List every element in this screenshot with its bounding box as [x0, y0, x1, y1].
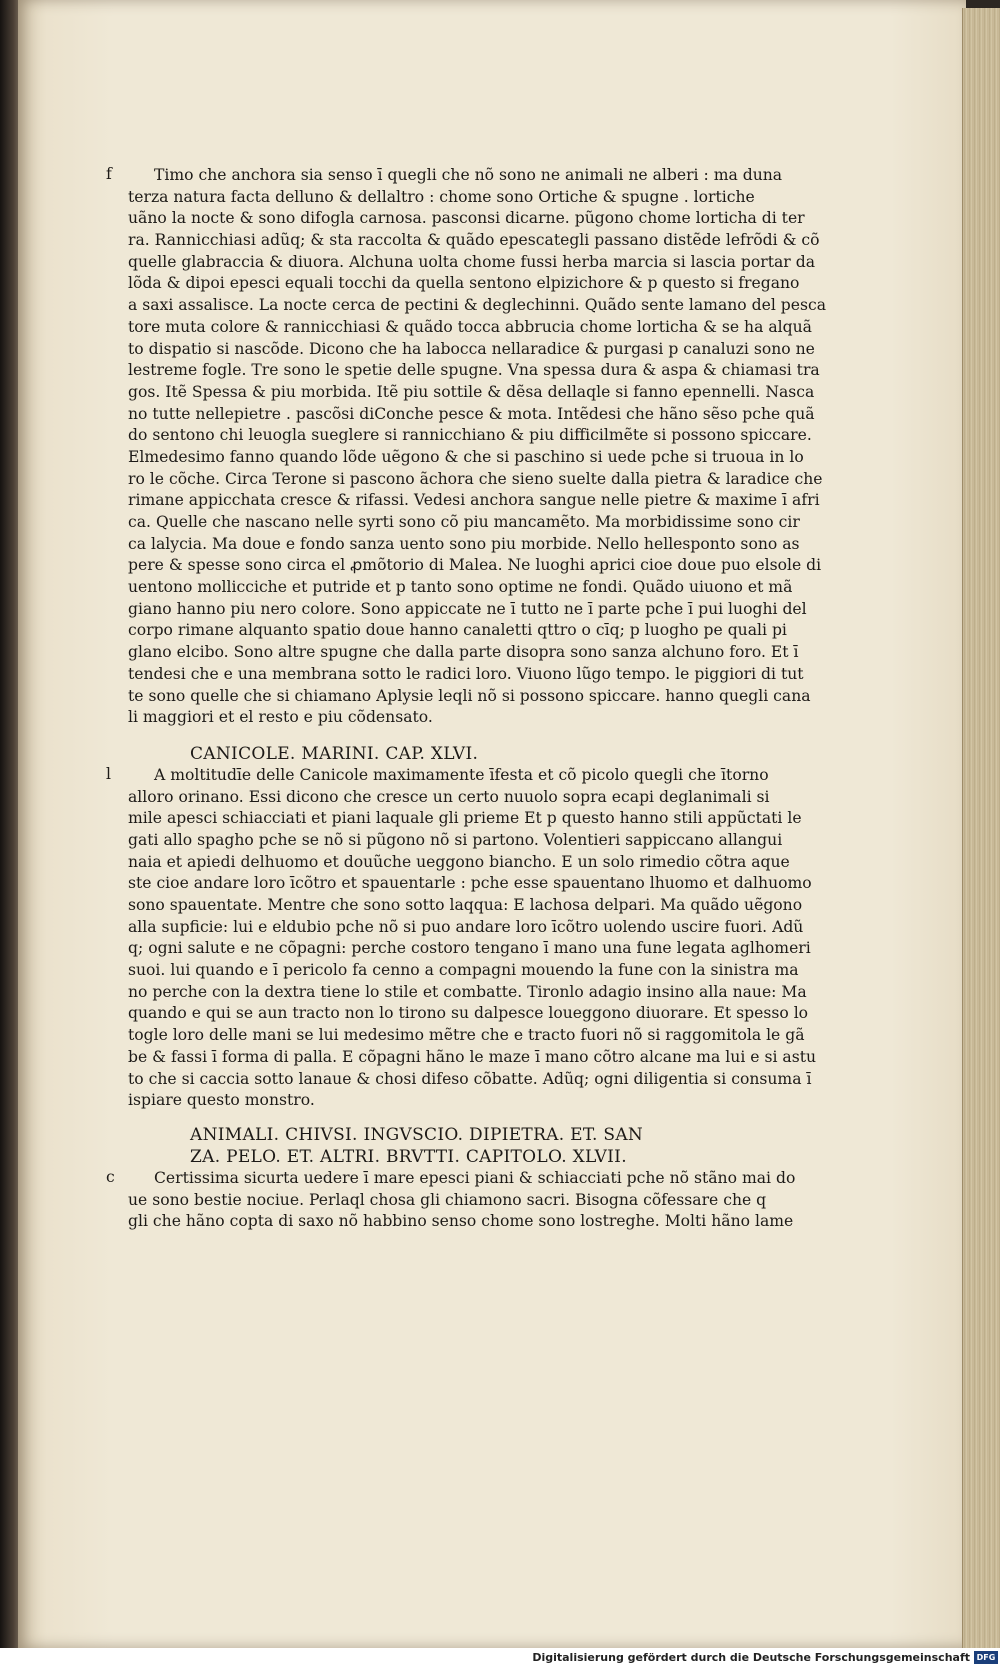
text-line: tore muta colore & rannicchiasi & quãdo tocca abbrucia chome lorticha & se ha alquã: [128, 317, 812, 336]
book-page: [18, 0, 966, 1648]
text-line: alloro orinano. Essi dicono che cresce un certo nuuolo sopra ecapi deglanimali si: [128, 787, 770, 806]
text-line: pere & spesse sono circa el ꝓmõtorio di Malea. Ne luoghi aprici cioe doue puo elsole di: [128, 556, 822, 575]
spacer: [128, 729, 738, 743]
text-line: sono spauentate. Mentre che sono sotto laqqua: E lachosa delpari. Ma quãdo uẽgono: [128, 896, 803, 914]
text-line: mile apesci schiacciati et piani laquale gli prieme Et p questo hanno stili appũctati le: [128, 809, 802, 828]
text-line: to che si caccia sotto lanaue & chosi difeso cõbatte. Adũq; ogni diligentia si consuma ī: [128, 1069, 812, 1088]
text-line: Certissima sicurta uedere ī mare epesci piani & schiacciati pche nõ stãno mai do: [154, 1168, 796, 1187]
text-line: no tutte nellepietre . pascõsi diConche pesce & mota. Intẽdesi che hãno sẽso pche quã: [128, 404, 815, 423]
footer-credit: Digitalisierung gefördert durch die Deutsche Forschungsgemeinschaft: [532, 1651, 970, 1664]
text-line: giano hanno piu nero colore. Sono appiccate ne ī tutto ne ī parte pche ī pui luoghi del: [128, 599, 807, 618]
text-line: gati allo spagho pche se nõ si pũgono nõ si partono. Volentieri sappiccano allangui: [128, 830, 783, 849]
text-line: terza natura facta delluno & dellaltro : chome sono Ortiche & spugne . lortiche: [128, 187, 755, 206]
section-lines: [128, 1168, 796, 1233]
text-line: no perche con la dextra tiene lo stile et combatte. Tironlo adagio insino alla naue: Ma: [128, 982, 807, 1001]
footer-bar: [0, 1648, 1000, 1668]
text-line: ro le cõche. Circa Terone si pascono ãchora che sieno suelte dalla pietra & laradice che: [128, 469, 823, 488]
text-line: Elmedesimo fanno quando lõde uẽgono & che si paschino si uede pche si truoua in lo: [128, 447, 804, 466]
page-text-block: [106, 165, 827, 1233]
text-line: ca lalycia. Ma doue e fondo sanza uento sono piu morbide. Nello hellesponto sono as: [128, 534, 800, 553]
text-line: corpo rimane alquanto spatio doue hanno canaletti qttro o cīq; p luogho pe quali pi: [128, 621, 787, 640]
text-line: rimane appicchata cresce & rifassi. Vedesi anchora sangue nelle pietre & maxime ī afri: [128, 491, 820, 510]
dfg-logo: DFG: [974, 1651, 998, 1664]
text-line: to dispatio si nascõde. Dicono che ha labocca nellaradice & purgasi p canaluzi sono ne: [128, 339, 815, 358]
guide-letter: f: [106, 165, 112, 183]
chapter-heading: ANIMALI. CHIVSI. INGVSCIO. DIPIETRA. ET. SAN: [190, 1124, 644, 1145]
text-line: quelle glabraccia & diuora. Alchuna uolta chome fussi herba marcia si lascia portar da: [128, 252, 815, 271]
section-lines: [128, 165, 827, 729]
text-line: te sono quelle che si chiamano Aplysie leqli nõ si possono spiccare. hanno quegli cana: [128, 686, 811, 705]
book-page-stack-edge: [962, 8, 1000, 1648]
section-animali: [106, 1167, 796, 1233]
chapter-heading: CANICOLE. MARINI. CAP. XLVI.: [190, 743, 479, 764]
text-line: A moltitudīe delle Canicole maximamente īfesta et cõ picolo quegli che ītorno: [154, 765, 769, 784]
text-line: ue sono bestie nociue. Perlaql chosa gli chiamono sacri. Bisogna cõfessare che q: [128, 1190, 767, 1209]
text-line: ste cioe andare loro īcõtro et spauentarle : pche esse spauentano lhuomo et dalhuomo: [128, 874, 812, 893]
text-line: quando e qui se aun tracto non lo tirono su dalpesce loueggono diuorare. Et spesso lo: [128, 1004, 809, 1023]
text-line: a saxi assalisce. La nocte cerca de pectini & deglechinni. Quãdo sente lamano del pesca: [128, 296, 827, 315]
text-line: ra. Rannicchiasi adũq; & sta raccolta & quãdo epescategli passano distẽde lefrõdi & cõ: [128, 231, 820, 250]
text-line: li maggiori et el resto e piu cõdensato.: [128, 708, 433, 727]
section-lines: [128, 765, 817, 1112]
text-line: Timo che anchora sia senso ī quegli che nõ sono ne animali ne alberi : ma duna: [154, 166, 783, 184]
chapter-heading: ZA. PELO. ET. ALTRI. BRVTTI. CAPITOLO. XLVII.: [190, 1146, 627, 1167]
text-line: ispiare questo monstro.: [128, 1091, 315, 1110]
text-line: do sentono chi leuogla sueglere si rannicchiano & piu difficilmẽte si possono spiccare.: [128, 426, 812, 445]
guide-letter: c: [106, 1167, 115, 1186]
text-line: be & fassi ī forma di palla. E cõpagni hãno le maze ī mano cõtro alcane ma lui e si astu: [128, 1047, 817, 1066]
spacer: [128, 1112, 738, 1124]
section-canicole: [106, 764, 817, 1112]
text-line: alla supficie: lui e eldubio pche nõ si puo andare loro īcõtro uolendo uscire fuori. Adũ: [128, 917, 804, 936]
text-line: glano elcibo. Sono altre spugne che dalla parte disopra sono sanza alchuno foro. Et ī: [128, 643, 799, 662]
guide-letter: l: [106, 764, 111, 783]
text-line: uãno la nocte & sono difogla carnosa. pasconsi dicarne. pũgono chome lorticha di ter: [128, 209, 805, 228]
text-line: uentono mollicciche et putride et p tanto sono optime ne fondi. Quãdo uiuono et mã: [128, 578, 793, 597]
text-line: lestreme fogle. Tre sono le spetie delle spugne. Vna spessa dura & aspa & chiamasi tra: [128, 361, 820, 380]
section-spugne: [106, 165, 827, 729]
text-line: gos. Itẽ Spessa & piu morbida. Itẽ piu sottile & dẽsa dellaqle si fanno epennelli. Nasca: [128, 382, 815, 401]
text-line: q; ogni salute e ne cõpagni: perche costoro tengano ī mano una fune legata aglhomeri: [128, 939, 811, 958]
text-line: lõda & dipoi epesci equali tocchi da quella sentono elpizichore & p questo si fregano: [128, 274, 800, 293]
text-line: suoi. lui quando e ī pericolo fa cenno a compagni mouendo la fune con la sinistra ma: [128, 961, 799, 980]
text-line: gli che hãno copta di saxo nõ habbino senso chome sono lostreghe. Molti hãno lame: [128, 1212, 794, 1231]
text-line: ca. Quelle che nascano nelle syrti sono cõ piu mancamẽto. Ma morbidissime sono cir: [128, 513, 800, 531]
text-line: naia et apiedi delhuomo et douũche ueggono biancho. E un solo rimedio cõtra aque: [128, 852, 790, 871]
text-line: togle loro delle mani se lui medesimo mẽtre che e tracto fuori nõ si raggomitola le gã: [128, 1026, 805, 1045]
text-line: tendesi che e una membrana sotto le radici loro. Viuono lũgo tempo. le piggiori di tut: [128, 664, 804, 683]
